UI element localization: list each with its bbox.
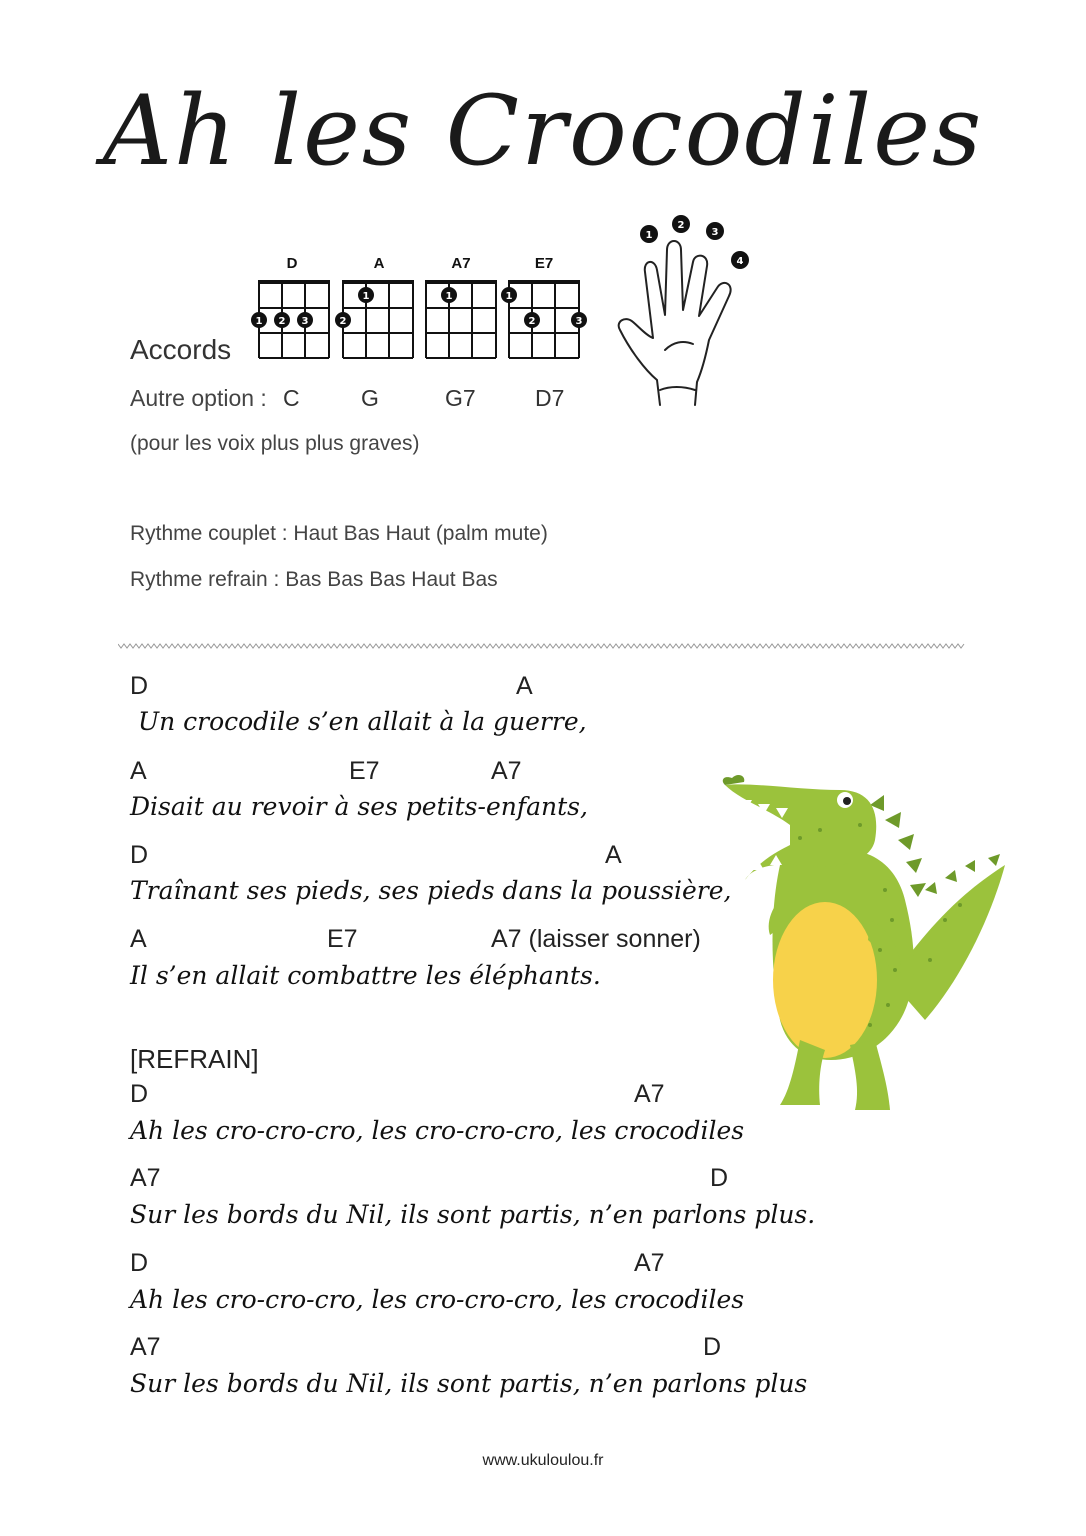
svg-text:1: 1 <box>445 291 453 302</box>
accords-label: Accords <box>130 334 232 365</box>
crocodile-illustration <box>720 770 1020 1115</box>
alt-chord-c: C <box>283 385 300 411</box>
hand-finger-guide <box>605 210 765 410</box>
svg-text:1: 1 <box>645 230 653 241</box>
refrain-heading: [REFRAIN] <box>130 1044 259 1074</box>
chord-label: E7 <box>349 757 380 785</box>
chord-diagram-a <box>335 280 414 358</box>
chord-name-d: D <box>286 255 298 272</box>
lyric-line: Ah les cro-cro-cro, les cro-cro-cro, les crocodiles <box>130 1116 745 1145</box>
svg-text:3: 3 <box>711 227 719 238</box>
chord-name-a: A <box>373 255 385 272</box>
chord-label: A7 (laisser sonner) <box>491 925 701 953</box>
rhythm-refrain: Rythme refrain : Bas Bas Bas Haut Bas <box>130 568 498 591</box>
chord-label: D <box>130 1249 149 1277</box>
chord-label: A <box>130 757 147 785</box>
page-title: Ah les Crocodiles <box>102 75 984 187</box>
lyric-line: Sur les bords du Nil, ils sont partis, n’en parlons plus <box>130 1369 808 1398</box>
lyric-line: Disait au revoir à ses petits-enfants, <box>130 792 588 821</box>
chord-label: A7 <box>491 757 522 785</box>
crocodile-icon <box>723 775 1005 1110</box>
chord-label: D <box>130 672 149 700</box>
svg-text:2: 2 <box>528 316 536 327</box>
svg-text:2: 2 <box>677 220 685 231</box>
chord-diagrams <box>240 275 600 370</box>
chord-label: A <box>130 925 147 953</box>
alt-option-label: Autre option : <box>130 385 267 411</box>
chord-label: A7 <box>634 1249 665 1277</box>
rhythm-couplet: Rythme couplet : Haut Bas Haut (palm mute) <box>130 522 548 545</box>
chord-label: D <box>130 841 149 869</box>
alt-chord-d7: D7 <box>535 385 565 411</box>
chord-name-a7: A7 <box>451 255 471 272</box>
lyric-line: Il s’en allait combattre les éléphants. <box>130 961 601 990</box>
svg-text:4: 4 <box>736 256 744 267</box>
footer-url: www.ukuloulou.fr <box>482 1452 604 1469</box>
finger-number-labels <box>640 215 749 269</box>
svg-text:2: 2 <box>278 316 286 327</box>
chord-label: A7 <box>130 1164 161 1192</box>
lyric-line: Ah les cro-cro-cro, les cro-cro-cro, les crocodiles <box>130 1285 745 1314</box>
lyric-line: Un crocodile s’en allait à la guerre, <box>138 707 587 736</box>
chord-label: A <box>605 841 622 869</box>
svg-text:3: 3 <box>301 316 309 327</box>
chord-label: D <box>710 1164 729 1192</box>
svg-text:2: 2 <box>339 316 347 327</box>
svg-text:1: 1 <box>255 316 263 327</box>
chord-label: E7 <box>327 925 358 953</box>
chord-label: A <box>516 672 533 700</box>
svg-text:3: 3 <box>575 316 583 327</box>
chord-diagram-d <box>251 280 330 358</box>
alt-option-note: (pour les voix plus plus graves) <box>130 432 420 455</box>
chord-label: A7 <box>130 1333 161 1361</box>
lyric-line: Sur les bords du Nil, ils sont partis, n’en parlons plus. <box>130 1200 816 1229</box>
svg-text:1: 1 <box>505 291 513 302</box>
chord-label: D <box>130 1080 149 1108</box>
chord-name-e7: E7 <box>534 255 554 272</box>
wavy-divider <box>118 640 968 652</box>
chord-label: D <box>703 1333 722 1361</box>
chord-diagram-e7 <box>501 280 587 358</box>
chord-label: A7 <box>634 1080 665 1108</box>
lyric-line: Traînant ses pieds, ses pieds dans la poussière, <box>130 876 732 905</box>
hand-icon <box>619 241 731 405</box>
alt-chord-g7: G7 <box>445 385 476 411</box>
alt-chord-g: G <box>361 385 379 411</box>
svg-text:1: 1 <box>362 291 370 302</box>
chord-diagram-a7 <box>425 280 497 358</box>
